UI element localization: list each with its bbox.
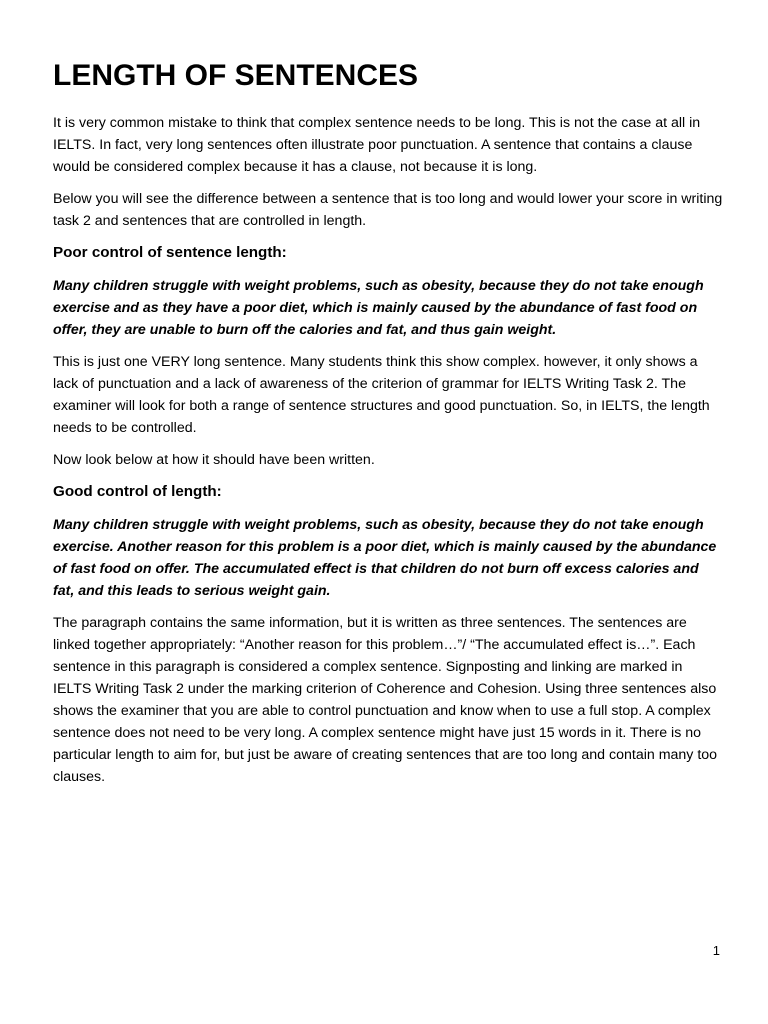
intro-paragraph-1: It is very common mistake to think that complex sentence needs to be long. This is not the case at all in IELTS. In fact, very long sentences often illustrate poor punctuation. A sentence that contains a clause would be considered complex because it has a clause, not because it is long.: [53, 115, 701, 175]
poor-control-example: Many children struggle with weight problems, such as obesity, because they do not take enough exercise and as they have a poor diet, which is mainly caused by the abundance of fast food on offer, they are unable to burn off the calories and fat, and thus gain weight.: [53, 278, 704, 338]
document-page: [53, 52, 723, 798]
transition-paragraph: Now look below at how it should have been written.: [53, 452, 375, 468]
good-control-example: Many children struggle with weight problems, such as obesity, because they do not take enough exercise. Another reason for this problem is a poor diet, which is mainly caused by the abundance of fast food on offer. The accumulated effect is that children do not burn off excess calories and fat, and this leads to serious weight gain.: [53, 517, 717, 599]
good-control-heading: Good control of length:: [53, 483, 222, 500]
good-control-explanation: The paragraph contains the same information, but it is written as three sentences. The sentences are linked together appropriately: “Another reason for this problem…”/ “The accumulated effect is…”. Each sentence in this paragraph is considered a complex sentence. Signposting and linking are marked in IELTS Writing Task 2 under the marking criterion of Coherence and Cohesion. Using three sentences also shows the examiner that you are able to control punctuation and know when to use a full stop. A complex sentence does not need to be very long. A complex sentence might have just 15 words in it. There is no particular length to aim for, but just be aware of creating sentences that are too long and contain many too clauses.: [53, 615, 718, 785]
intro-paragraph-2: Below you will see the difference between a sentence that is too long and would lower your score in writing task 2 and sentences that are controlled in length.: [53, 191, 723, 229]
page-title: LENGTH OF SENTENCES: [53, 59, 419, 92]
poor-control-explanation: This is just one VERY long sentence. Many students think this show complex. however, it only shows a lack of punctuation and a lack of awareness of the criterion of grammar for IELTS Writing Task 2. The examiner will look for both a range of sentence structures and good punctuation. So, in IELTS, the length needs to be controlled.: [53, 354, 710, 436]
page-number: 1: [712, 943, 720, 958]
poor-control-heading: Poor control of sentence length:: [53, 244, 287, 261]
